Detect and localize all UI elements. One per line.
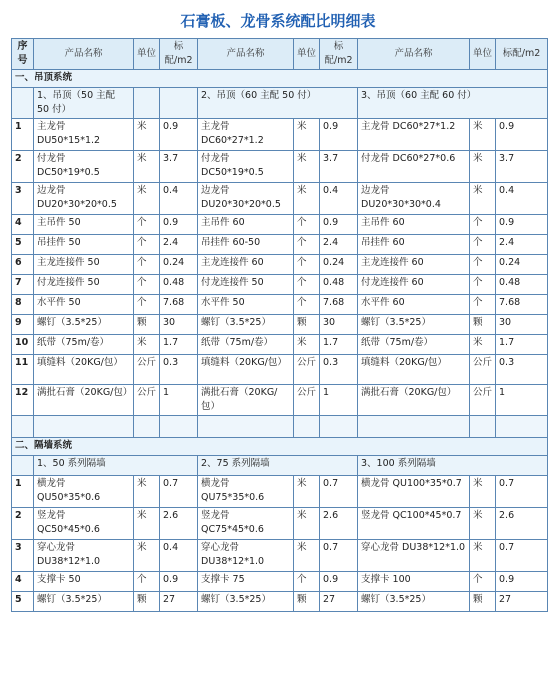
product-name: 主龙连接件 50: [34, 255, 134, 275]
product-unit: 个: [294, 572, 320, 592]
product-unit: 个: [470, 255, 496, 275]
product-ratio: 0.9: [160, 215, 198, 235]
product-name: 横龙骨 QU100*35*0.7: [358, 476, 470, 508]
spacer-cell: [160, 416, 198, 438]
product-ratio: 1: [320, 385, 358, 416]
row-number: 10: [12, 335, 34, 355]
product-name: 填缝料（20KG/包）: [198, 355, 294, 385]
product-name: 边龙骨 DU20*30*20*0.5: [34, 183, 134, 215]
product-name: 满批石膏（20KG/包）: [34, 385, 134, 416]
product-ratio: 2.4: [496, 235, 548, 255]
product-ratio: 0.9: [496, 572, 548, 592]
product-name: 水平件 50: [34, 295, 134, 315]
product-ratio: 7.68: [496, 295, 548, 315]
product-name: 吊挂件 60: [358, 235, 470, 255]
product-name: 满批石膏（20KG/包）: [358, 385, 470, 416]
product-unit: 米: [134, 540, 160, 572]
product-unit: 米: [470, 540, 496, 572]
spacer-cell: [34, 416, 134, 438]
product-name: 螺钉（3.5*25）: [358, 315, 470, 335]
product-unit: 米: [470, 476, 496, 508]
spacer-cell: [320, 416, 358, 438]
product-ratio: 0.4: [320, 183, 358, 215]
header-unit-1: 单位: [134, 39, 160, 70]
product-ratio: 30: [320, 315, 358, 335]
product-ratio: 7.68: [320, 295, 358, 315]
product-unit: 米: [134, 151, 160, 183]
product-unit: 公斤: [470, 355, 496, 385]
table-row: [12, 275, 548, 295]
table-row: [12, 572, 548, 592]
product-unit: 米: [470, 119, 496, 151]
product-unit: 个: [470, 295, 496, 315]
spacer-row: [12, 416, 548, 438]
product-ratio: 0.9: [320, 215, 358, 235]
product-name: 纸带（75m/卷）: [198, 335, 294, 355]
table-row: [12, 215, 548, 235]
product-unit: 米: [134, 508, 160, 540]
product-ratio: 0.9: [496, 215, 548, 235]
product-ratio: 27: [320, 592, 358, 612]
product-ratio: 1.7: [496, 335, 548, 355]
product-ratio: 3.7: [160, 151, 198, 183]
table-row: [12, 335, 548, 355]
product-unit: 米: [294, 151, 320, 183]
wall-section-row: [12, 438, 548, 456]
product-unit: 米: [294, 476, 320, 508]
row-number: 2: [12, 508, 34, 540]
product-ratio: 2.6: [496, 508, 548, 540]
ceiling-group-row: [12, 88, 548, 119]
product-name: 竖龙骨 QC75*45*0.6: [198, 508, 294, 540]
product-name: 付龙骨 DC50*19*0.5: [198, 151, 294, 183]
product-unit: 颗: [470, 592, 496, 612]
product-name: 竖龙骨 QC50*45*0.6: [34, 508, 134, 540]
product-unit: 颗: [134, 592, 160, 612]
product-name: 吊挂件 50: [34, 235, 134, 255]
row-number: 2: [12, 151, 34, 183]
table-row: [12, 385, 548, 416]
header-unit-2: 单位: [294, 39, 320, 70]
product-ratio: 0.24: [320, 255, 358, 275]
header-row: [12, 39, 548, 70]
ceiling-group-3-title: 3、吊顶（60 主配 60 付）: [358, 88, 548, 119]
product-name: 主龙骨 DU50*15*1.2: [34, 119, 134, 151]
product-ratio: 0.48: [320, 275, 358, 295]
product-unit: 个: [134, 295, 160, 315]
product-ratio: 3.7: [320, 151, 358, 183]
product-name: 吊挂件 60-50: [198, 235, 294, 255]
product-unit: 个: [470, 275, 496, 295]
header-ratio-1: 标配/m2: [160, 39, 198, 70]
header-seq: 序号: [12, 39, 34, 70]
product-name: 边龙骨 DU20*30*30*0.4: [358, 183, 470, 215]
product-unit: 米: [134, 476, 160, 508]
product-name: 螺钉（3.5*25）: [34, 315, 134, 335]
product-ratio: 0.48: [496, 275, 548, 295]
product-unit: 颗: [134, 315, 160, 335]
ceiling-group-seq-blank: [12, 88, 34, 119]
product-unit: 米: [470, 508, 496, 540]
product-unit: 个: [134, 215, 160, 235]
ceiling-group-1-blank-a: [134, 88, 160, 119]
product-name: 边龙骨 DU20*30*20*0.5: [198, 183, 294, 215]
product-unit: 个: [470, 235, 496, 255]
product-ratio: 0.7: [160, 476, 198, 508]
table-row: [12, 476, 548, 508]
ceiling-group-1-blank-b: [160, 88, 198, 119]
page-title: 石膏板、龙骨系统配比明细表: [180, 12, 376, 30]
table-row: [12, 255, 548, 275]
product-ratio: 3.7: [496, 151, 548, 183]
product-ratio: 1.7: [160, 335, 198, 355]
product-unit: 公斤: [294, 385, 320, 416]
header-name-1: 产品名称: [34, 39, 134, 70]
product-unit: 个: [294, 295, 320, 315]
product-name: 支撑卡 75: [198, 572, 294, 592]
wall-group-3-title: 3、100 系列隔墙: [358, 456, 548, 476]
product-unit: 米: [134, 183, 160, 215]
product-unit: 颗: [294, 315, 320, 335]
spacer-cell: [496, 416, 548, 438]
product-ratio: 0.3: [320, 355, 358, 385]
product-unit: 米: [294, 540, 320, 572]
product-unit: 个: [134, 275, 160, 295]
product-name: 填缝料（20KG/包）: [34, 355, 134, 385]
product-unit: 个: [470, 215, 496, 235]
product-ratio: 0.7: [320, 476, 358, 508]
wall-group-1-title: 1、50 系列隔墙: [34, 456, 198, 476]
product-unit: 米: [134, 119, 160, 151]
product-ratio: 2.4: [320, 235, 358, 255]
product-ratio: 0.7: [320, 540, 358, 572]
row-number: 9: [12, 315, 34, 335]
product-unit: 米: [470, 183, 496, 215]
product-name: 纸带（75m/卷）: [358, 335, 470, 355]
product-unit: 个: [134, 572, 160, 592]
header-unit-3: 单位: [470, 39, 496, 70]
product-unit: 公斤: [134, 385, 160, 416]
product-ratio: 27: [496, 592, 548, 612]
row-number: 4: [12, 215, 34, 235]
header-ratio-3: 标配/m2: [496, 39, 548, 70]
product-ratio: 0.9: [496, 119, 548, 151]
product-name: 螺钉（3.5*25）: [34, 592, 134, 612]
product-ratio: 2.4: [160, 235, 198, 255]
product-name: 横龙骨 QU50*35*0.6: [34, 476, 134, 508]
product-unit: 米: [294, 508, 320, 540]
product-unit: 颗: [294, 592, 320, 612]
product-ratio: 0.3: [160, 355, 198, 385]
product-unit: 个: [470, 572, 496, 592]
table-row: [12, 540, 548, 572]
product-unit: 颗: [470, 315, 496, 335]
product-name: 满批石膏（20KG/包）: [198, 385, 294, 416]
product-name: 螺钉（3.5*25）: [198, 315, 294, 335]
table-row: [12, 355, 548, 385]
ceiling-group-1-title: 1、吊顶（50 主配 50 付）: [34, 88, 134, 119]
spacer-cell: [470, 416, 496, 438]
product-name: 主吊件 50: [34, 215, 134, 235]
table-row: [12, 119, 548, 151]
row-number: 6: [12, 255, 34, 275]
wall-group-2-title: 2、75 系列隔墙: [198, 456, 358, 476]
product-ratio: 27: [160, 592, 198, 612]
product-name: 横龙骨 QU75*35*0.6: [198, 476, 294, 508]
header-name-3: 产品名称: [358, 39, 470, 70]
wall-section-title: 二、隔墙系统: [12, 438, 548, 456]
product-name: 螺钉（3.5*25）: [198, 592, 294, 612]
product-name: 主龙连接件 60: [358, 255, 470, 275]
product-ratio: 0.7: [496, 476, 548, 508]
product-ratio: 0.7: [496, 540, 548, 572]
product-ratio: 1.7: [320, 335, 358, 355]
product-ratio: 30: [496, 315, 548, 335]
product-ratio: 0.24: [496, 255, 548, 275]
product-unit: 公斤: [470, 385, 496, 416]
product-ratio: 0.48: [160, 275, 198, 295]
product-ratio: 0.4: [160, 540, 198, 572]
product-name: 付龙骨 DC60*27*0.6: [358, 151, 470, 183]
row-number: 11: [12, 355, 34, 385]
product-name: 螺钉（3.5*25）: [358, 592, 470, 612]
table-body: [12, 39, 548, 612]
product-name: 支撑卡 50: [34, 572, 134, 592]
row-number: 7: [12, 275, 34, 295]
product-unit: 个: [134, 235, 160, 255]
product-unit: 米: [294, 119, 320, 151]
product-ratio: 0.9: [320, 572, 358, 592]
product-name: 付龙连接件 50: [198, 275, 294, 295]
table-row: [12, 315, 548, 335]
table-row: [12, 508, 548, 540]
row-number: 1: [12, 119, 34, 151]
product-unit: 米: [470, 151, 496, 183]
row-number: 3: [12, 540, 34, 572]
product-ratio: 2.6: [160, 508, 198, 540]
product-ratio: 0.9: [320, 119, 358, 151]
product-unit: 公斤: [134, 355, 160, 385]
wall-group-row: [12, 456, 548, 476]
product-name: 穿心龙骨 DU38*12*1.0: [198, 540, 294, 572]
product-ratio: 1: [496, 385, 548, 416]
product-name: 主吊件 60: [198, 215, 294, 235]
product-ratio: 7.68: [160, 295, 198, 315]
table-row: [12, 295, 548, 315]
row-number: 1: [12, 476, 34, 508]
product-name: 主龙骨 DC60*27*1.2: [358, 119, 470, 151]
table-row: [12, 183, 548, 215]
product-name: 纸带（75m/卷）: [34, 335, 134, 355]
product-name: 水平件 60: [358, 295, 470, 315]
product-name: 付龙骨 DC50*19*0.5: [34, 151, 134, 183]
spacer-cell: [358, 416, 470, 438]
product-name: 穿心龙骨 DU38*12*1.0: [358, 540, 470, 572]
product-ratio: 2.6: [320, 508, 358, 540]
row-number: 8: [12, 295, 34, 315]
product-name: 填缝料（20KG/包）: [358, 355, 470, 385]
product-unit: 米: [294, 335, 320, 355]
product-ratio: 0.4: [160, 183, 198, 215]
product-unit: 个: [294, 215, 320, 235]
product-name: 支撑卡 100: [358, 572, 470, 592]
product-unit: 个: [134, 255, 160, 275]
ceiling-section-title: 一、吊顶系统: [12, 70, 548, 88]
spacer-cell: [134, 416, 160, 438]
product-ratio: 30: [160, 315, 198, 335]
header-ratio-2: 标配/m2: [320, 39, 358, 70]
product-unit: 个: [294, 275, 320, 295]
product-ratio: 0.3: [496, 355, 548, 385]
product-name: 水平件 50: [198, 295, 294, 315]
product-ratio: 0.9: [160, 572, 198, 592]
product-unit: 米: [134, 335, 160, 355]
header-name-2: 产品名称: [198, 39, 294, 70]
product-unit: 个: [294, 255, 320, 275]
spacer-cell: [12, 416, 34, 438]
table-row: [12, 592, 548, 612]
product-name: 竖龙骨 QC100*45*0.7: [358, 508, 470, 540]
spacer-cell: [198, 416, 294, 438]
product-unit: 米: [470, 335, 496, 355]
product-name: 主龙骨 DC60*27*1.2: [198, 119, 294, 151]
table-row: [12, 151, 548, 183]
product-ratio: 0.24: [160, 255, 198, 275]
row-number: 5: [12, 235, 34, 255]
ceiling-section-row: [12, 70, 548, 88]
product-unit: 米: [294, 183, 320, 215]
product-unit: 个: [294, 235, 320, 255]
table-row: [12, 235, 548, 255]
wall-group-seq-blank: [12, 456, 34, 476]
row-number: 12: [12, 385, 34, 416]
product-name: 付龙连接件 50: [34, 275, 134, 295]
product-ratio: 0.4: [496, 183, 548, 215]
product-name: 主吊件 60: [358, 215, 470, 235]
row-number: 3: [12, 183, 34, 215]
ceiling-group-2-title: 2、吊顶（60 主配 50 付）: [198, 88, 358, 119]
product-name: 主龙连接件 60: [198, 255, 294, 275]
row-number: 5: [12, 592, 34, 612]
product-ratio: 0.9: [160, 119, 198, 151]
row-number: 4: [12, 572, 34, 592]
product-ratio: 1: [160, 385, 198, 416]
product-unit: 公斤: [294, 355, 320, 385]
product-name: 穿心龙骨 DU38*12*1.0: [34, 540, 134, 572]
spacer-cell: [294, 416, 320, 438]
ratio-table: [11, 38, 548, 612]
product-name: 付龙连接件 60: [358, 275, 470, 295]
